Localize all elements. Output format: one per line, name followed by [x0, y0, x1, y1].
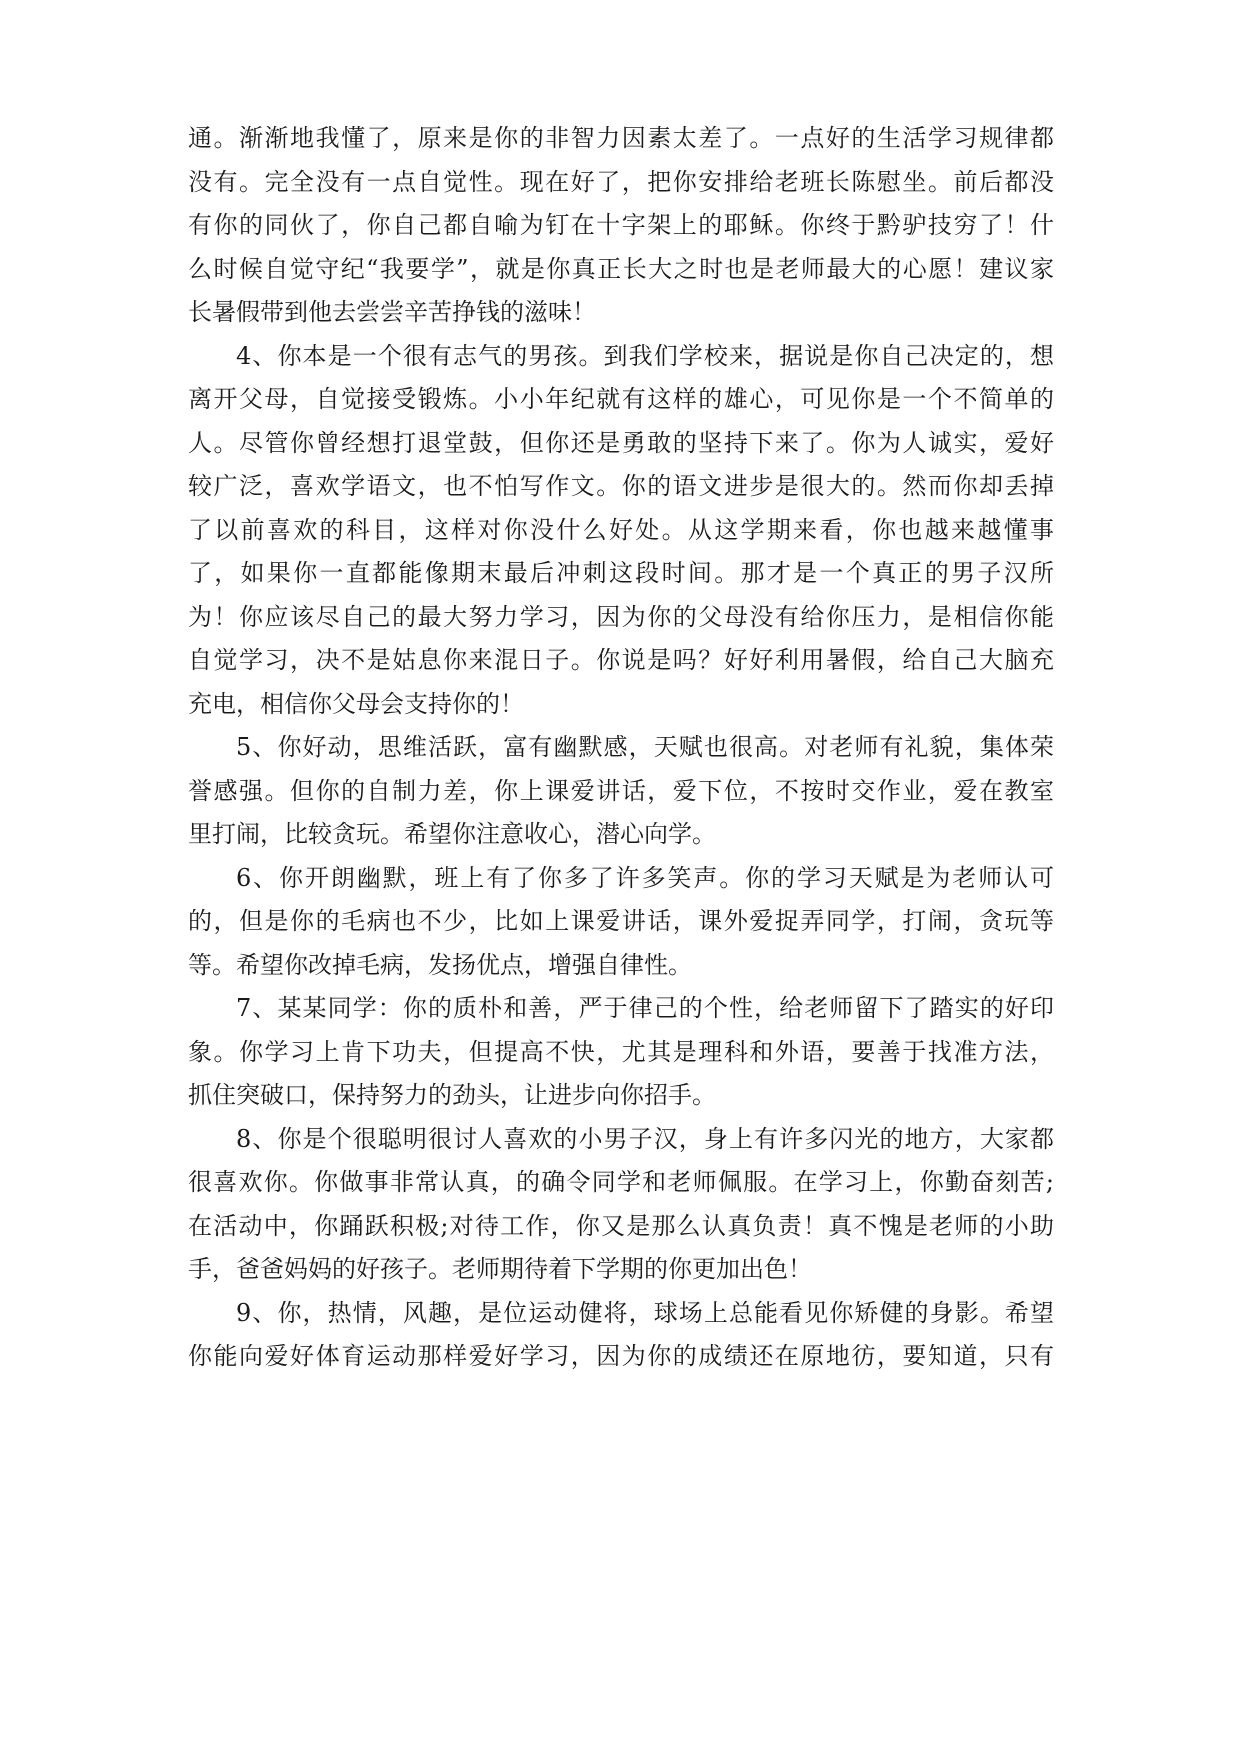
text-line: 了，如果你一直都能像期末最后冲刺这段时间。那才是一个真正的男子汉所 — [188, 559, 1054, 587]
text-line: 在活动中，你踊跃积极;对待工作，你又是那么认真负责！真不愧是老师的小助 — [188, 1211, 1054, 1240]
text-line: 抓住突破口，保持努力的劲头，让进步向你招手。 — [188, 1081, 716, 1109]
document-page — [188, 117, 1054, 1379]
text-line: 没有。完全没有一点自觉性。现在好了，把你安排给老班长陈慰坐。前后都没 — [188, 167, 1054, 196]
text-line: 人。尽管你曾经想打退堂鼓，但你还是勇敢的坚持下来了。你为人诚实，爱好 — [188, 428, 1054, 457]
text-line: 9、你，热情，风趣，是位运动健将，球场上总能看见你矫健的身影。希望 — [236, 1298, 1054, 1327]
text-line: 8、你是个很聪明很讨人喜欢的小男子汉，身上有许多闪光的地方，大家都 — [236, 1124, 1054, 1153]
text-line: 等。希望你改掉毛病，发扬优点，增强自律性。 — [188, 950, 692, 979]
text-line: 5、你好动，思维活跃，富有幽默感，天赋也很高。对老师有礼貌，集体荣 — [236, 733, 1054, 761]
text-line: 象。你学习上肯下功夫，但提高不快，尤其是理科和外语，要善于找准方法， — [188, 1037, 1054, 1066]
text-line: 有你的同伙了，你自己都自喻为钉在十字架上的耶稣。你终于黔驴技穷了！什 — [188, 211, 1054, 239]
text-line: 很喜欢你。你做事非常认真，的确令同学和老师佩服。在学习上，你勤奋刻苦; — [188, 1168, 1054, 1196]
text-line: 较广泛，喜欢学语文，也不怕写作文。你的语文进步是很大的。然而你却丢掉 — [188, 472, 1054, 500]
text-line: 长暑假带到他去尝尝辛苦挣钱的滋味！ — [188, 298, 596, 326]
paragraph-4 — [188, 335, 1054, 727]
text-line: 的，但是你的毛病也不少，比如上课爱讲话，课外爱捉弄同学，打闹，贪玩等 — [188, 907, 1054, 935]
text-line: 通。渐渐地我懂了，原来是你的非智力因素太差了。一点好的生活学习规律都 — [188, 124, 1054, 152]
text-line: 为！你应该尽自己的最大努力学习，因为你的父母没有给你压力，是相信你能 — [188, 602, 1054, 631]
text-line: 6、你开朗幽默，班上有了你多了许多笑声。你的学习天赋是为老师认可 — [236, 863, 1054, 892]
text-line: 离开父母，自觉接受锻炼。小小年纪就有这样的雄心，可见你是一个不简单的 — [188, 385, 1054, 413]
paragraph-7 — [188, 987, 1054, 1118]
paragraph-cont — [188, 117, 1054, 335]
paragraph-8 — [188, 1118, 1054, 1292]
paragraph-6 — [188, 857, 1054, 988]
text-line: 手，爸爸妈妈的好孩子。老师期待着下学期的你更加出色！ — [188, 1255, 812, 1283]
text-line: 充电，相信你父母会支持你的！ — [188, 689, 524, 718]
paragraph-9 — [188, 1292, 1054, 1379]
text-line: 么时候自觉守纪“我要学”，就是你真正长大之时也是老师最大的心愿！建议家 — [188, 254, 1054, 283]
text-line: 了以前喜欢的科目，这样对你没什么好处。从这学期来看，你也越来越懂事 — [188, 515, 1054, 544]
paragraph-5 — [188, 726, 1054, 857]
text-line: 你能向爱好体育运动那样爱好学习，因为你的成绩还在原地彷，要知道，只有 — [188, 1342, 1054, 1370]
text-line: 7、某某同学：你的质朴和善，严于律己的个性，给老师留下了踏实的好印 — [236, 994, 1054, 1022]
text-line: 誉感强。但你的自制力差，你上课爱讲话，爱下位，不按时交作业，爱在教室 — [188, 776, 1054, 805]
text-line: 自觉学习，决不是姑息你来混日子。你说是吗？好好利用暑假，给自己大脑充 — [188, 646, 1054, 674]
text-line: 里打闹，比较贪玩。希望你注意收心，潜心向学。 — [188, 820, 716, 848]
text-line: 4、你本是一个很有志气的男孩。到我们学校来，据说是你自己决定的，想 — [236, 341, 1054, 370]
